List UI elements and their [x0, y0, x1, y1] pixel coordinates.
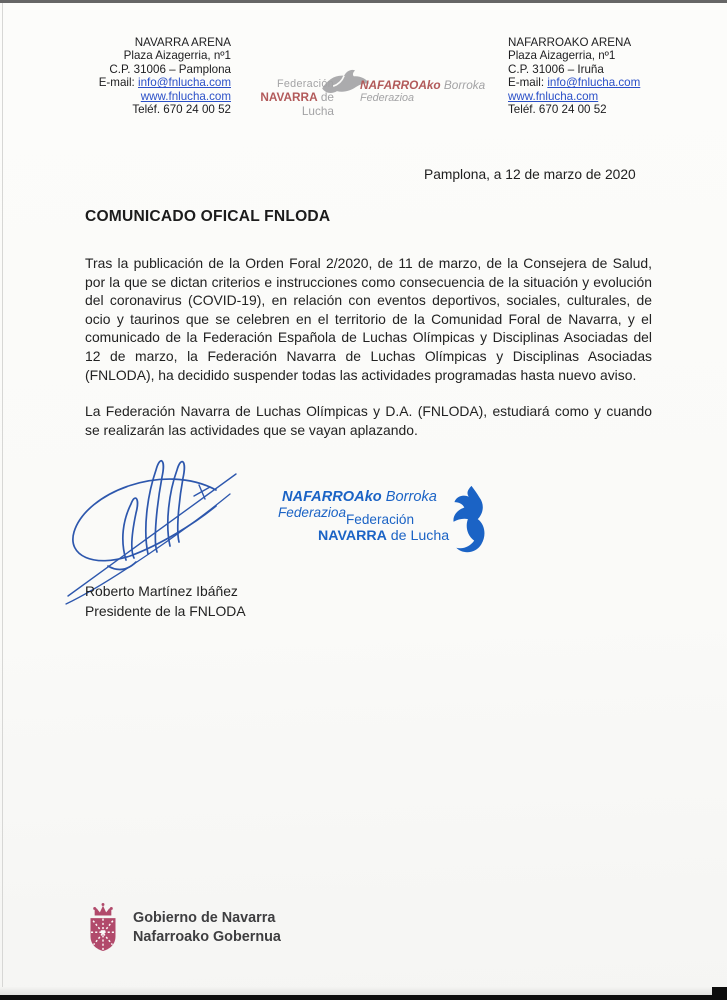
logo-nafarroako: NAFARROAko: [360, 78, 441, 92]
government-name-es: Gobierno de Navarra: [133, 910, 276, 926]
signer-name: Roberto Martínez Ibáñez: [85, 583, 238, 599]
scan-edge-left: [2, 3, 3, 997]
website-link[interactable]: www.fnlucha.com: [508, 89, 599, 103]
wrestler-icon-blue: [441, 481, 493, 559]
paragraph-2: La Federación Navarra de Luchas Olímpicas y D.A. (FNLODA), estudiará como y cuando se realizarán las actividades que se vayan aplazando.: [85, 403, 652, 438]
email-link[interactable]: info@fnlucha.com: [547, 76, 641, 90]
signer-block: [85, 582, 246, 621]
letterhead-address-right: [508, 36, 640, 116]
scan-shadow-bottom: [0, 987, 727, 995]
signer-title: Presidente de la FNLODA: [85, 602, 246, 619]
stamp-nafarroako: NAFARROAko: [282, 489, 382, 505]
arena-street: Plaza Aizagerria, nº1: [123, 49, 231, 63]
scan-edge-bottom: [0, 995, 727, 1000]
arena-name-eu: NAFARROAKO ARENA: [508, 36, 632, 49]
federation-logo-faded: [240, 62, 486, 118]
arena-postal-es: C.P. 31006 – Pamplona: [109, 62, 231, 76]
stamp-de-lucha: de Lucha: [390, 528, 450, 544]
letter-body: [85, 254, 652, 439]
email-label: E-mail:: [508, 76, 545, 90]
arena-street: Plaza Aizagerria, nº1: [508, 49, 616, 63]
letterhead-address-left: [99, 36, 231, 116]
stamp-federazioa: Federazioa: [278, 505, 347, 520]
logo-federacion: Federación: [276, 78, 334, 90]
arena-postal-eu: C.P. 31006 – Iruña: [508, 62, 604, 76]
email-label: E-mail:: [98, 76, 135, 90]
stamp-federacion: Federación: [346, 512, 415, 527]
scan-corner-notch: [712, 987, 727, 1000]
stamp-navarra: NAVARRA: [318, 528, 387, 544]
logo-borroka: Borroka: [443, 78, 486, 92]
government-text: [133, 909, 281, 946]
scan-edge-top: [0, 0, 727, 3]
phone-number: Teléf. 670 24 00 52: [132, 103, 231, 117]
stamp-borroka: Borroka: [385, 489, 437, 505]
logo-text-spanish: [240, 78, 334, 118]
government-name-eu: Nafarroako Gobernua: [133, 928, 281, 945]
date-line: Pamplona, a 12 de marzo de 2020: [424, 167, 636, 182]
federation-stamp: [278, 489, 498, 569]
navarra-coat-of-arms-icon: [84, 902, 122, 952]
email-link[interactable]: info@fnlucha.com: [138, 76, 231, 90]
arena-name-es: NAVARRA ARENA: [134, 36, 231, 49]
logo-federazioa: Federazioa: [360, 92, 415, 104]
logo-navarra: NAVARRA: [260, 90, 318, 104]
document-title: COMUNICADO OFICAL FNLODA: [85, 208, 331, 225]
phone-number: Teléf. 670 24 00 52: [508, 103, 607, 117]
paragraph-1: Tras la publicación de la Orden Foral 2/2020, de 11 de marzo, de la Consejera de Salud, por la que se dictan criterios e instrucciones como consecuencia de la situación y evolución del coronavirus (COVID-19), en relación con eventos deportivos, sociales, culturales, de ocio y taurinos que se celebren en el territorio de la Comunidad Foral de Navarra, y el comunicado de la Federación Española de Luchas Olímpicas y Disciplinas Asociadas del 12 de marzo, la Federación Navarra de Luchas Olímpicas y Disciplinas Asociadas (FNLODA), ha decidido suspender todas las actividades programadas hasta nuevo aviso.: [85, 255, 652, 383]
website-link[interactable]: www.fnlucha.com: [140, 89, 231, 103]
logo-de-lucha: de Lucha: [301, 90, 334, 118]
logo-text-basque: [360, 78, 485, 104]
